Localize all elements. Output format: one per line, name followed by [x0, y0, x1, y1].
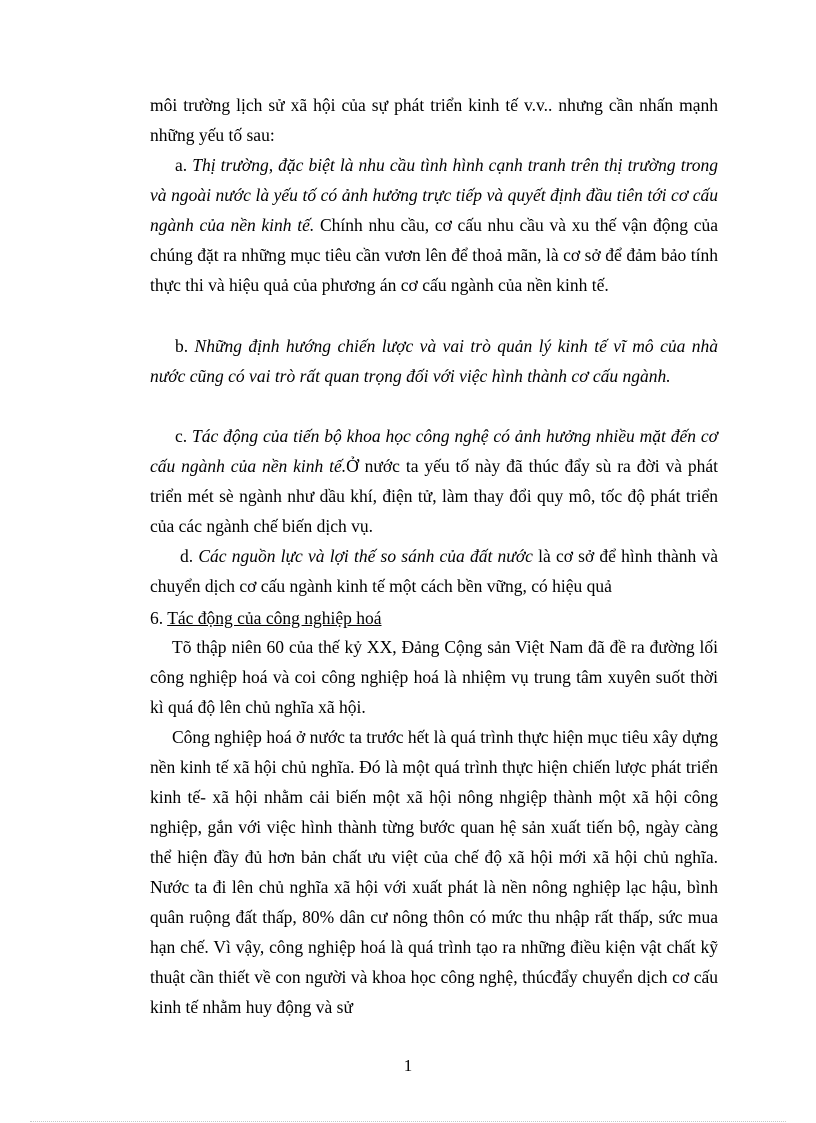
- item-d-paragraph: [150, 541, 718, 601]
- item-a-paragraph: [150, 150, 718, 300]
- item-c-text: Ở nước ta yếu tố này đã thúc đẩy sù ra đời và phát triển mét sè ngành như dầu khí, điện tử, làm thay đổi quy mô, tốc độ phát triển của các ngành chế biến dịch vụ.: [150, 456, 718, 536]
- page-number: 1: [403, 1056, 413, 1075]
- section-paragraph-2: Công nghiệp hoá ở nước ta trước hết là quá trình thực hiện mục tiêu xây dựng nền kinh tế xã hội chủ nghĩa. Đó là một quá trình thực hiện chiến lược phát triển kinh tế- xã hội nhằm cải biến một xã hội nông nhgiệp thành một xã hội công nghiệp, gắn với việc hình thành từng bước quan hệ sản xuất tiến bộ, ngày càng thể hiện đầy đủ hơn bản chất ưu việt của chế độ xã hội mới xã hội chủ nghĩa. Nước ta đi lên chủ nghĩa xã hội với xuất phát là nền nông nghiệp lạc hậu, bình quân ruộng đất thấp, 80% dân cư nông thôn có mức thu nhập rất thấp, sức mua hạn chế. Vì vậy, công nghiệp hoá là quá trình tạo ra những điều kiện vật chất kỹ thuật cần thiết về con người và khoa học công nghệ, thúcđẩy chuyển dịch cơ cấu kinh tế nhằm huy động và sử: [150, 727, 718, 1017]
- intro-paragraph: môi trường lịch sử xã hội của sự phát triển kinh tế v.v.. nhưng cần nhấn mạnh những yếu tố sau:: [150, 95, 718, 145]
- section-number: 6.: [150, 608, 164, 628]
- item-a-text: Chính nhu cầu, cơ cấu nhu cầu và xu thế vận động của chúng đặt ra những mục tiêu cần vươn lên để thoả mãn, là cơ sở để đảm bảo tính thực thi và hiệu quả của phương án cơ cấu ngành của nền kinh tế.: [150, 215, 719, 295]
- item-d-italic: Các nguồn lực và lợi thế so sánh của đất nước: [198, 546, 533, 566]
- item-c-italic: Tác động của tiến bộ khoa học công nghệ có ảnh hưởng nhiều mặt đến cơ cấu ngành của nền kinh tế.: [150, 426, 719, 476]
- item-a-label: a.: [175, 155, 188, 175]
- section-heading: [150, 603, 382, 633]
- section-paragraph-1: Tõ thập niên 60 của thế kỷ XX, Đảng Cộng sản Việt Nam đã đề ra đường lối công nghiệp hoá và coi công nghiệp hoá là nhiệm vụ trung tâm xuyên suốt thời kì quá độ lên chủ nghĩa xã hội.: [150, 637, 718, 717]
- item-a-italic: Thị trường, đặc biệt là nhu cầu tình hình cạnh tranh trên thị trường trong và ngoài nước là yếu tố có ảnh hưởng trực tiếp và quyết định đầu tiên tới cơ cấu ngành của nền kinh tế.: [150, 155, 718, 235]
- page-bottom-divider: [30, 1121, 786, 1122]
- item-c-label: c.: [175, 426, 188, 446]
- item-b-paragraph: [150, 331, 718, 391]
- item-b-label: b.: [175, 336, 189, 356]
- section-title: Tác động của công nghiệp hoá: [167, 608, 382, 628]
- item-b-italic: Những định hướng chiến lược và vai trò quản lý kinh tế vĩ mô của nhà nước cũng có vai trò rất quan trọng đối với việc hình thành cơ cấu ngành.: [150, 336, 718, 386]
- item-c-paragraph: [150, 421, 718, 541]
- item-d-text: là cơ sở để hình thành và chuyển dịch cơ cấu ngành kinh tế một cách bền vững, có hiệu quả: [150, 546, 719, 596]
- item-d-label: d.: [180, 546, 194, 566]
